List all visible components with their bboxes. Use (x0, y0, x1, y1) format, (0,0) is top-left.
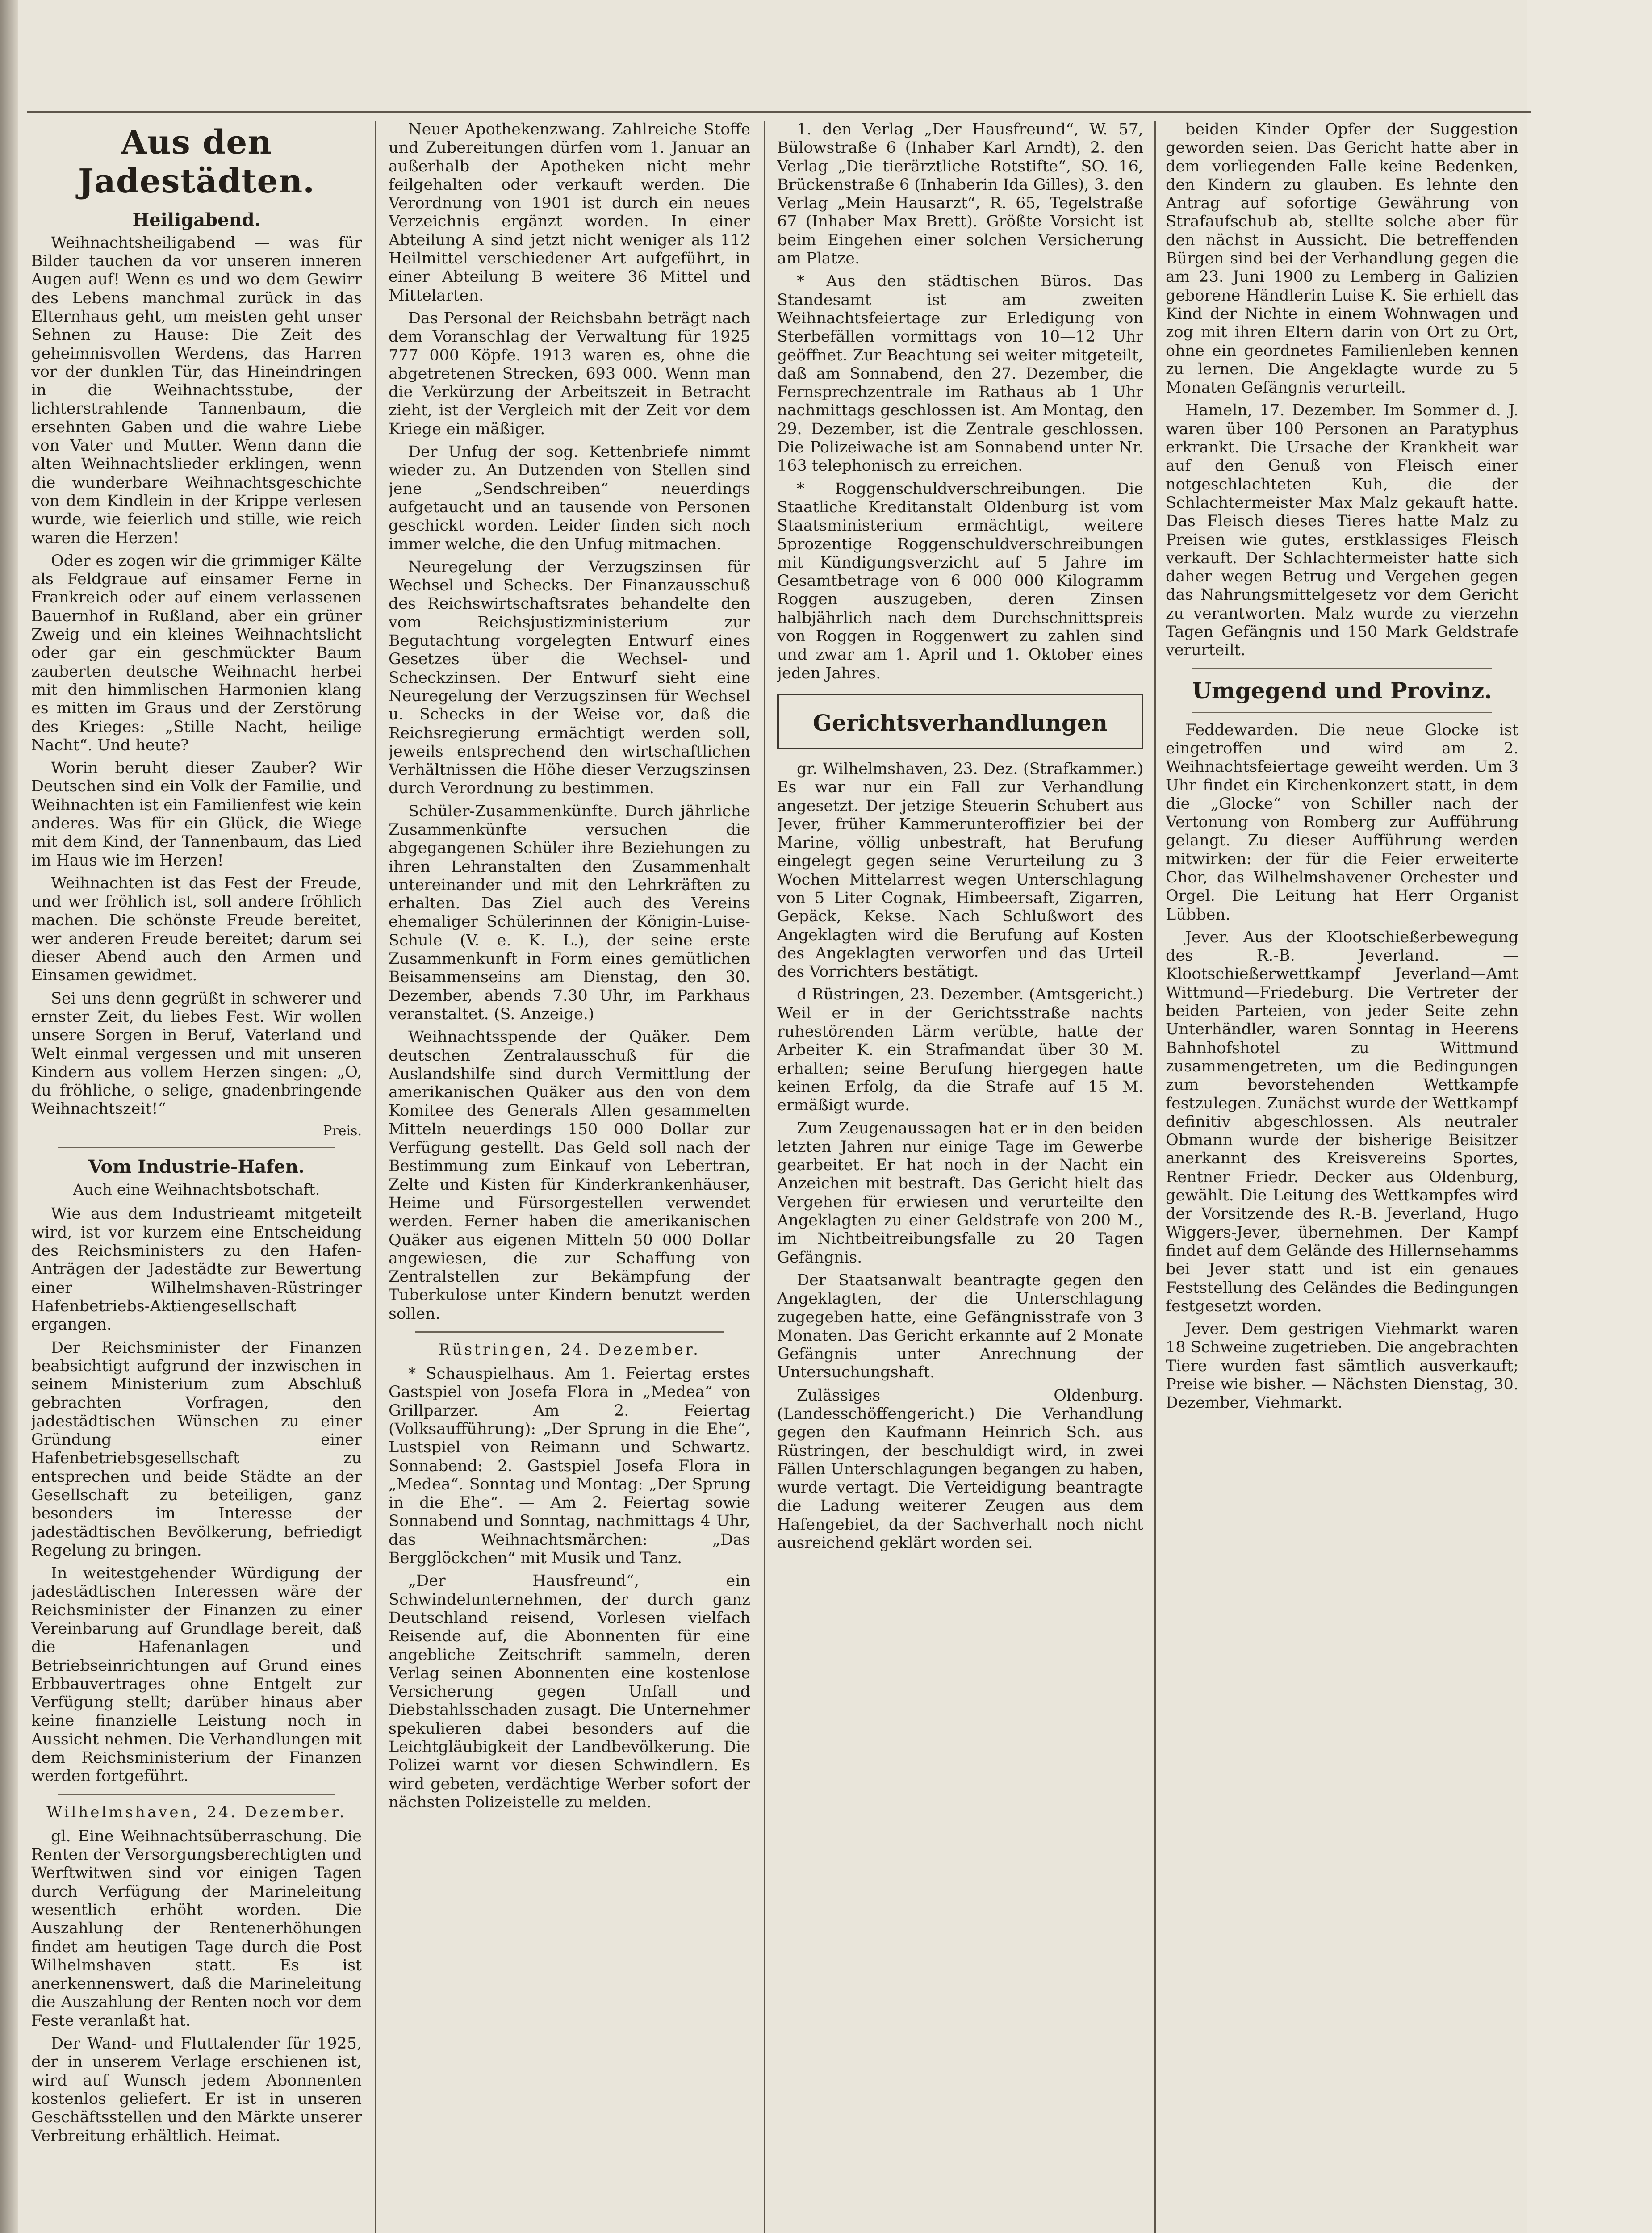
paragraph: beiden Kinder Opfer der Suggestion geworden seien. Das Gericht hatte aber in dem vorliegenden Falle keine Bedenken, den Kindern zu glauben. Es lehnte den Antrag auf sofortige Gewährung von Strafaufschub ab, stellte solche aber für den nächst in Aussicht. Die betreffenden Bürgen sind bei der Verhandlung gegen die am 23. Juni 1900 zu Lemberg in Galizien geborene Händlerin Luise K. Sie erhielt das Kind der Nichte in einem Wohnwagen und zog mit ihren Eltern darin von Ort zu Ort, ohne ein geordnetes Familienleben kennen zu lernen. Die Angeklagte wurde zu 5 Monaten Gefängnis verurteilt. (1166, 121, 1518, 397)
dateline: Wilhelmshaven, 24. Dezember. (46, 1803, 347, 1821)
paragraph: Schüler-Zusammenkünfte. Durch jährliche Zusammenkünfte versuchen die abgegangenen Schüler ihre Beziehungen zu ihren Lehranstalten den Zusammenhalt untereinander und mit den Lehrkräften zu erhalten. Das Ziel auch des Vereins ehemaliger Schülerinnen der Königin-Luise-Schule (V. e. K. L.), der seine erste Zusammenkunft in Form eines gemütlichen Beisammenseins am Dienstag, den 30. Dezember, abends 7.30 Uhr, im Parkhaus veranstaltet. (S. Anzeige.) (389, 802, 750, 1023)
paragraph: Worin beruht dieser Zauber? Wir Deutschen sind ein Volk der Familie, und Weihnachten ist ein Familienfest wie kein anderes. Was für ein Glück, die Wiege mit dem Kind, der Tannenbaum, das Lied im Haus wie im Herzen! (31, 759, 362, 870)
binding-edge (0, 0, 18, 2233)
paragraph: Neuregelung der Verzugszinsen für Wechsel und Schecks. Der Finanzausschuß des Reichswirtschaftsrates behandelte den vom Reichsjustizministerium zur Begutachtung vorgelegten Entwurf eines Gesetzes über die Wechsel- und Scheckzinsen. Der Entwurf sieht eine Neuregelung der Verzugszinsen für Wechsel u. Schecks in der Weise vor, daß die Reichsregierung ermächtigt werden soll, jeweils entsprechend den wirtschaftlichen Verhältnissen die Höhe dieser Verzugszinsen durch Verordnung zu bestimmen. (389, 558, 750, 798)
court-reports-box (777, 694, 1143, 749)
paragraph: Der Unfug der sog. Kettenbriefe nimmt wieder zu. An Dutzenden von Stellen sind jene „Sendschreiben“ neuerdings aufgetaucht und an tausende von Personen geschickt worden. Leider finden sich noch immer welche, die den Unfug mitmachen. (389, 443, 750, 553)
paragraph: * Aus den städtischen Büros. Das Standesamt ist am zweiten Weihnachtsfeiertage zur Erledigung von Sterbefällen vormittags von 10—12 Uhr geöffnet. Zur Beachtung sei weiter mitgeteilt, daß am Sonnabend, den 27. Dezember, die Fernsprechzentrale im Rathaus ab 1 Uhr nachmittags geschlossen ist. Am Montag, den 29. Dezember, ist die Zentrale geschlossen. Die Polizeiwache ist am Sonnabend unter Nr. 163 telephonisch zu erreichen. (777, 272, 1143, 475)
paragraph: Oder es zogen wir die grimmiger Kälte als Feldgraue auf einsamer Ferne in Frankreich oder auf einem verlassenen Bauernhof in Rußland, aber ein grüner Zweig und ein kleines Weihnachtslicht oder gar ein geschmückter Baum zauberten deutsche Weihnacht herbei mit den himmlischen Harmonien klang es mitten im Graus und der Zerstörung des Krieges: „Stille Nacht, heilige Nacht“. Und heute? (31, 552, 362, 754)
paragraph: d Rüstringen, 23. Dezember. (Amtsgericht.) Weil er in der Gerichtsstraße nachts ruhestörenden Lärm verübte, hatte der Arbeiter K. ein Strafmandat über 30 M. erhalten; seine Berufung hiergegen hatte keinen Erfolg, da die Strafe auf 15 M. ermäßigt wurde. (777, 986, 1143, 1115)
divider (1192, 712, 1492, 713)
paragraph: gl. Eine Weihnachtsüberraschung. Die Renten der Versorgungsberechtigten und Werftwitwen sind vor einigen Tagen durch Verfügung der Marineleitung wesentlich erhöht worden. Die Auszahlung der Rentenerhöhungen findet am heutigen Tage durch die Post Wilhelmshaven statt. Es ist anerkennenswert, daß die Marineleitung die Auszahlung der Renten noch vor dem Feste veranlaßt hat. (31, 1827, 362, 2030)
section-heading-jadestaedte: Aus den Jadestädten. (78, 123, 315, 201)
paragraph: Jever. Aus der Klootschießerbewegung des R.-B. Jeverland. — Klootschießerwettkampf Jeverland—Amt Wittmund—Friedeburg. Die Vertreter der beiden Parteien, von jeder Seite zehn Unterhändler, waren Sonntag in Heerens Bahnhofshotel zu Wittmund zusammengetreten, um die Bedingungen zum bevorstehenden Wettkampfe festzulegen. Zunächst wurde der Wettkampf definitiv abgeschlossen. Als neutraler Obmann wurde der bisherige Beisitzer anerkannt des Kreisvereins Sportes, Rentner Friedr. Decker aus Oldenburg, gewählt. Die Leitung des Wettkampfes wird der Vorsitzende des R.-B. Jeverland, Hugo Wiggers-Jever, übernehmen. Der Kampf findet auf dem Gelände des Hillernsehamms bei Jever statt und ist ein genaues Feststellung des Geländes die Bedingungen festgesetzt worden. (1166, 928, 1518, 1315)
column-rule (1154, 121, 1156, 2233)
paragraph: Hameln, 17. Dezember. Im Sommer d. J. waren über 100 Personen an Paratyphus erkrankt. Die Ursache der Krankheit war auf den Genuß von Fleisch einer notgeschlachteten Kuh, die der Schlachtermeister Max Malz gekauft hatte. Das Fleisch dieses Tieres hatte Malz zu Preisen wie gutes, erstklassiges Fleisch verkauft. Der Schlachtermeister hatte sich daher wegen Betrug und Vergehen gegen das Nahrungsmittelgesetz vor dem Gericht zu verantworten. Malz wurde zu vierzehn Tagen Gefängnis und 150 Mark Geldstrafe verurteilt. (1166, 401, 1518, 660)
paragraph: Weihnachtsspende der Quäker. Dem deutschen Zentralausschuß für die Auslandshilfe sind durch Vermittlung der amerikanischen Quäker aus den von dem Komitee des Generals Allen gesammelten Mitteln neuerdings 150 000 Dollar zur Verfügung gestellt. Das Geld soll nach der Bestimmung zum Einkauf von Lebertran, Zelte und Kisten für Kinderkrankenhäuser, Heime und Fürsorgestellen verwendet werden. Ferner haben die amerikanischen Quäker aus eigenen Mitteln 50 000 Dollar angewiesen, die zur Schaffung von Zentralstellen zur Bekämpfung der Tuberkulose unter Kindern benutzt werden sollen. (389, 1028, 750, 1323)
paragraph: Jever. Dem gestrigen Viehmarkt waren 18 Schweine zugetrieben. Die angebrachten Tiere wurden fast sämtlich ausverkauft; Preise wie bisher. — Nächsten Dienstag, 30. Dezember, Viehmarkt. (1166, 1320, 1518, 1412)
paragraph: Der Staatsanwalt beantragte gegen den Angeklagten, der die Unterschlagung zugegeben hatte, eine Gefängnisstrafe von 3 Monaten. Das Gericht erkannte auf 2 Monate Gefängnis unter Anrechnung der Untersuchungshaft. (777, 1271, 1143, 1382)
paragraph: Weihnachtsheiligabend — was für Bilder tauchen da vor unseren inneren Augen auf! Wenn es und wo dem Gewirr des Lebens manchmal zurück in das Elternhaus geht, um meisten geht unser Sehnen zu Hause: Die Zeit des geheimnisvollen Werdens, das Harren vor der dunklen Tür, das Hineindringen in die Weihnachtsstube, der lichterstrahlende Tannenbaum, die ersehnten Gaben und die wahre Liebe von Vater und Mutter. Wenn dann die alten Weihnachtslieder erklingen, wenn die wunderbare Weihnachtsgeschichte von dem Kindlein in der Krippe verlesen wurde, wie feierlich und stille, wie reich waren die Herzen! (31, 234, 362, 547)
section-heading-gerichtsverhandlungen: Gerichtsverhandlungen (813, 709, 1108, 736)
article-subtitle: Auch eine Weihnachtsbotschaft. (73, 1181, 320, 1199)
paragraph: Sei uns denn gegrüßt in schwerer und ernster Zeit, du liebes Fest. Wir wollen unsere Sorgen in Beruf, Vaterland und Welt einmal vergessen und mit unseren Kindern aus vollem Herzen singen: „O, du fröhliche, o selige, gnadenbringende Weihnachtszeit!“ (31, 989, 362, 1118)
column-1 (31, 121, 362, 2233)
paragraph: Zulässiges Oldenburg. (Landesschöffengericht.) Die Verhandlung gegen den Kaufmann Heinrich Sch. aus Rüstringen, der beschuldigt wird, in zwei Fällen Unterschlagungen begangen zu haben, wurde vertagt. Die Verteidigung beantragte die Ladung weiterer Zeugen aus dem Hafengebiet, da der Sachverhalt noch nicht ausreichend geklärt worden sei. (777, 1386, 1143, 1552)
paragraph: 1. den Verlag „Der Hausfreund“, W. 57, Bülowstraße 6 (Inhaber Karl Arndt), 2. den Verlag „Die tierärztliche Rotstifte“, SO. 16, Brückenstraße 6 (Inhaberin Ida Gilles), 3. den Verlag „Mein Hausarzt“, R. 65, Tegelstraße 67 (Inhaber Max Brett). Größte Vorsicht ist beim Eingehen einer solchen Versicherung am Platze. (777, 121, 1143, 268)
column-3 (777, 121, 1143, 2233)
paragraph: Neuer Apothekenzwang. Zahlreiche Stoffe und Zubereitungen dürfen vom 1. Januar an außerhalb der Apotheken nicht mehr feilgehalten oder verkauft werden. Die Verordnung von 1901 ist durch ein neues Verzeichnis ergänzt worden. In einer Abteilung A sind jetzt nicht weniger als 112 Heilmittel verschiedener Art aufgeführt, in einer Abteilung B weitere 36 Mittel und Mittelarten. (389, 121, 750, 305)
article-title-industrie-hafen: Vom Industrie-Hafen. (88, 1156, 305, 1178)
paragraph: * Schauspielhaus. Am 1. Feiertag erstes Gastspiel von Josefa Flora in „Medea“ von Grillparzer. Am 2. Feiertag (Volksaufführung): „Der Sprung in die Ehe“, Lustspiel von Reimann und Schwartz. Sonnabend: 2. Gastspiel Josefa Flora in „Medea“. Sonntag und Montag: „Der Sprung in die Ehe“. — Am 2. Feiertag sowie Sonnabend und Sonntag, nachmittags 4 Uhr, das Weihnachtsmärchen: „Das Bergglöckchen“ mit Musik und Tanz. (389, 1365, 750, 1568)
column-rule (764, 121, 765, 2233)
page-margin (1527, 0, 1652, 2233)
paragraph: * Roggenschuldverschreibungen. Die Staatliche Kreditanstalt Oldenburg ist vom Staatsministerium ermächtigt, weitere 5prozentige Roggenschuldverschreibungen mit Kündigungsverzicht auf 5 Jahre im Gesamtbetrage von 6 000 000 Kilogramm Roggen auszugeben, deren Zinsen halbjährlich nach dem Durchschnittspreis von Roggen in Roggenwert zu zahlen sind und zwar am 1. April und 1. Oktober eines jeden Jahres. (777, 480, 1143, 682)
paragraph: gr. Wilhelmshaven, 23. Dez. (Strafkammer.) Es war nur ein Fall zur Verhandlung angesetzt. Der jetzige Steuerin Schubert aus Jever, früher Kammerunteroffizier bei der Marine, völlig unbestraft, hat Berufung eingelegt gegen seine Verurteilung zu 3 Wochen Mittelarrest wegen Unterschlagung von 5 Liter Cognak, Himbeersaft, Zigarren, Gepäck, Kekse. Nach Schlußwort des Angeklagten wird die Berufung auf Kosten des Angeklagten verworfen und das Urteil des Vorrichters bestätigt. (777, 760, 1143, 981)
column-2 (389, 121, 750, 2233)
header-rule (27, 111, 1531, 113)
paragraph: Zum Zeugenaussagen hat er in den beiden letzten Jahren nur einige Tage im Gewerbe gearbeitet. Er hat noch in der Nacht ein Anzeichen mit bestraft. Das Gericht hielt das Vergehen für erwiesen und verurteilte den Angeklagten zu einer Geldstrafe von 200 M., im Nichtbeitreibungsfalle zu 20 Tagen Gefängnis. (777, 1119, 1143, 1267)
divider (1192, 668, 1492, 669)
paragraph: „Der Hausfreund“, ein Schwindelunternehmen, der durch ganz Deutschland reisend, Vorlesen vielfach Reisende auf, die Abonnenten für eine angebliche Zeitschrift sammeln, deren Verlag seinen Abonnenten eine kostenlose Versicherung gegen Unfall und Diebstahlsschaden zusagt. Die Unternehmer spekulieren dabei besonders auf die Leichtgläubigkeit der Landbevölkerung. Die Polizei warnt vor diesen Schwindlern. Es wird gebeten, verdächtige Werber sofort der nächsten Polizeistelle zu melden. (389, 1572, 750, 1811)
paragraph: Weihnachten ist das Fest der Freude, und wer fröhlich ist, soll andere fröhlich machen. Die schönste Freude bereitet, wer anderen Freude bereitet; darum sei dieser Abend auch den Armen und Einsamen gewidmet. (31, 874, 362, 985)
divider (58, 1147, 335, 1148)
paragraph: Das Personal der Reichsbahn beträgt nach dem Voranschlag der Verwaltung für 1925 777 000 Köpfe. 1913 waren es, ohne die abgetretenen Strecken, 693 000. Wenn man die Verkürzung der Arbeitszeit in Betracht zieht, ist der Vergleich mit der Zeit vor dem Kriege ein mäßiger. (389, 309, 750, 438)
article-signature: Preis. (323, 1123, 362, 1139)
column-rule (375, 121, 376, 2233)
paragraph: Der Reichsminister der Finanzen beabsichtigt aufgrund der inzwischen in seinem Ministerium zum Abschluß gebrachten Vorfragen, den jadestädtischen Wünschen zu einer Gründung einer Hafenbetriebsgesellschaft zu entsprechen und beide Städte an der Gesellschaft zu beteiligen, ganz besonders im Interesse der jadestädtischen Bevölkerung, befriedigt Regelung zu bringen. (31, 1338, 362, 1560)
divider (415, 1331, 724, 1333)
paragraph: Der Wand- und Fluttalender für 1925, der in unserem Verlage erschienen ist, wird auf Wunsch jedem Abonnenten kostenlos geliefert. Er ist in unseren Geschäftsstellen und den Märkte unserer Verbreitung erhältlich. Heimat. (31, 2035, 362, 2145)
column-4 (1166, 121, 1518, 2233)
divider (58, 1794, 335, 1795)
paragraph: Wie aus dem Industrieamt mitgeteilt wird, ist vor kurzem eine Entscheidung des Reichsministers zu den Hafen-Anträgen der Jadestädte zur Bewertung einer Wilhelmshaven-Rüstringer Hafenbetriebs-Aktiengesellschaft ergangen. (31, 1205, 362, 1334)
paragraph: Feddewarden. Die neue Glocke ist eingetroffen und wird am 2. Weihnachtsfeiertage geweiht werden. Um 3 Uhr findet ein Kirchenkonzert statt, in dem die „Glocke“ von Schiller nach der Vertonung von Romberg zur Aufführung gelangt. Zu dieser Aufführung werden mitwirken: der für die Feier erweiterte Chor, das Wilhelmshavener Orchester und Orgel. Die Leitung hat Herr Organist Lübben. (1166, 721, 1518, 924)
dateline: Rüstringen, 24. Dezember. (439, 1341, 700, 1359)
section-heading-umgegend: Umgegend und Provinz. (1192, 677, 1492, 704)
article-title-heiligabend: Heiligabend. (132, 209, 261, 230)
paragraph: In weitestgehender Würdigung der jadestädtischen Interessen wäre der Reichsminister der Finanzen zu einer Vereinbarung auf Grundlage bereit, daß die Hafenanlagen und Betriebseinrichtungen auf Grund eines Erbbauvertrages ohne Entgelt zur Verfügung stellt; darüber hinaus aber keine finanzielle Leistung noch in Aussicht nehmen. Die Verhandlungen mit dem Reichsministerium der Finanzen werden fortgeführt. (31, 1564, 362, 1786)
